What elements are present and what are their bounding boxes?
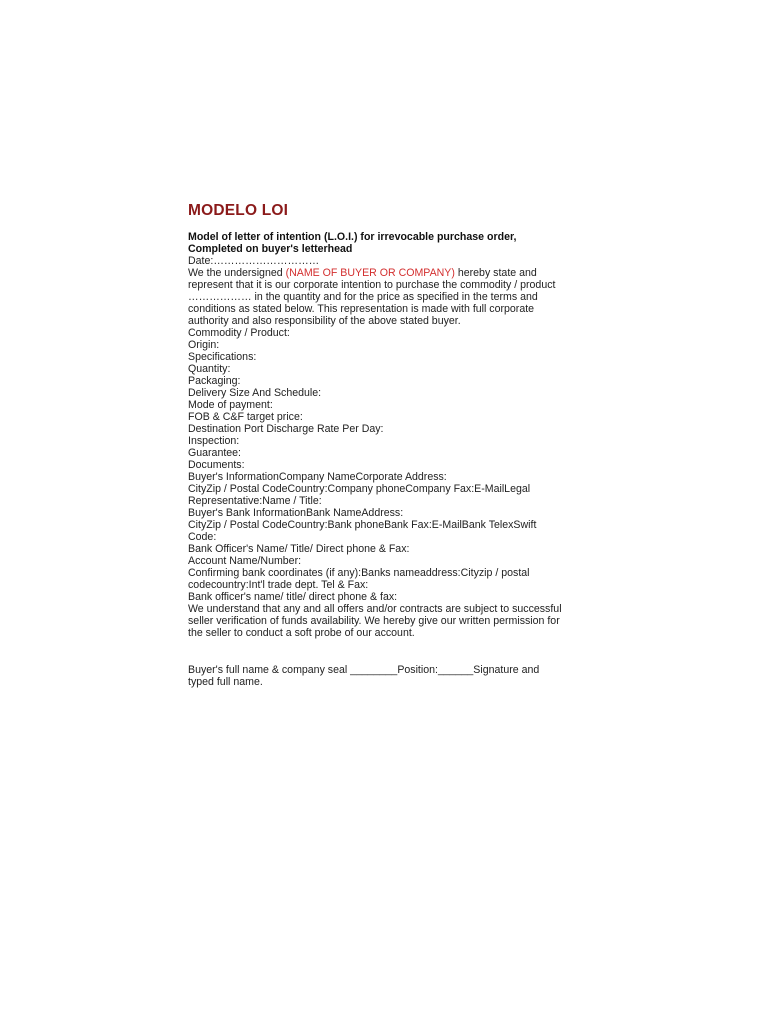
account-line: Account Name/Number: bbox=[188, 555, 302, 567]
document-title: MODELO LOI bbox=[188, 202, 289, 219]
field-documents: Documents: bbox=[188, 459, 245, 471]
subtitle-line-1: Model of letter of intention (L.O.I.) for irrevocable purchase order, bbox=[188, 231, 517, 243]
field-specifications: Specifications: bbox=[188, 351, 257, 363]
bank-info-line-2: CityZip / Postal CodeCountry:Bank phoneBank Fax:E-MailBank TelexSwift bbox=[188, 519, 537, 531]
letter-content bbox=[188, 201, 588, 688]
buyer-info-line-1: Buyer's InformationCompany NameCorporate Address: bbox=[188, 471, 447, 483]
field-discharge-rate: Destination Port Discharge Rate Per Day: bbox=[188, 423, 384, 435]
subtitle-line-2: Completed on buyer's letterhead bbox=[188, 243, 353, 255]
confirming-officer-line: Bank officer's name/ title/ direct phone & fax: bbox=[188, 591, 398, 603]
bank-officer-line: Bank Officer's Name/ Title/ Direct phone & Fax: bbox=[188, 543, 410, 555]
intro-before: We the undersigned bbox=[188, 267, 286, 279]
confirming-bank-line-1: Confirming bank coordinates (if any):Banks nameaddress:Cityzip / postal bbox=[188, 567, 530, 579]
signature-line-1: Buyer's full name & company seal ________Position:______Signature and bbox=[188, 664, 540, 676]
field-target-price: FOB & C&F target price: bbox=[188, 411, 303, 423]
date-line: Date:………………………… bbox=[188, 255, 320, 267]
intro-line-5: authority and also responsibility of the above stated buyer. bbox=[188, 315, 461, 327]
field-inspection: Inspection: bbox=[188, 435, 240, 447]
field-origin: Origin: bbox=[188, 339, 220, 351]
statement-line-2: seller verification of funds availability. We hereby give our written permission for bbox=[188, 615, 560, 627]
buyer-info-line-3: Representative:Name / Title: bbox=[188, 495, 322, 507]
intro-line-3: ……………… in the quantity and for the price as specified in the terms and bbox=[188, 291, 538, 303]
bank-info-line-3: Code: bbox=[188, 531, 217, 543]
spacer bbox=[188, 639, 588, 664]
confirming-bank-line-2: codecountry:Int'l trade dept. Tel & Fax: bbox=[188, 579, 369, 591]
intro-line-1 bbox=[188, 267, 588, 279]
intro-after: hereby state and bbox=[454, 267, 537, 279]
intro-line-2: represent that it is our corporate intention to purchase the commodity / product bbox=[188, 279, 556, 291]
field-guarantee: Guarantee: bbox=[188, 447, 242, 459]
field-payment: Mode of payment: bbox=[188, 399, 273, 411]
field-packaging: Packaging: bbox=[188, 375, 241, 387]
field-delivery: Delivery Size And Schedule: bbox=[188, 387, 322, 399]
statement-line-3: the seller to conduct a soft probe of our account. bbox=[188, 627, 415, 639]
field-commodity: Commodity / Product: bbox=[188, 327, 290, 339]
statement-line-1: We understand that any and all offers and/or contracts are subject to successful bbox=[188, 603, 562, 615]
buyer-info-line-2: CityZip / Postal CodeCountry:Company phoneCompany Fax:E-MailLegal bbox=[188, 483, 531, 495]
buyer-name-placeholder: (NAME OF BUYER OR COMPANY) bbox=[285, 267, 455, 279]
signature-line-2: typed full name. bbox=[188, 676, 263, 688]
field-quantity: Quantity: bbox=[188, 363, 231, 375]
intro-line-4: conditions as stated below. This representation is made with full corporate bbox=[188, 303, 535, 315]
bank-info-line-1: Buyer's Bank InformationBank NameAddress: bbox=[188, 507, 404, 519]
